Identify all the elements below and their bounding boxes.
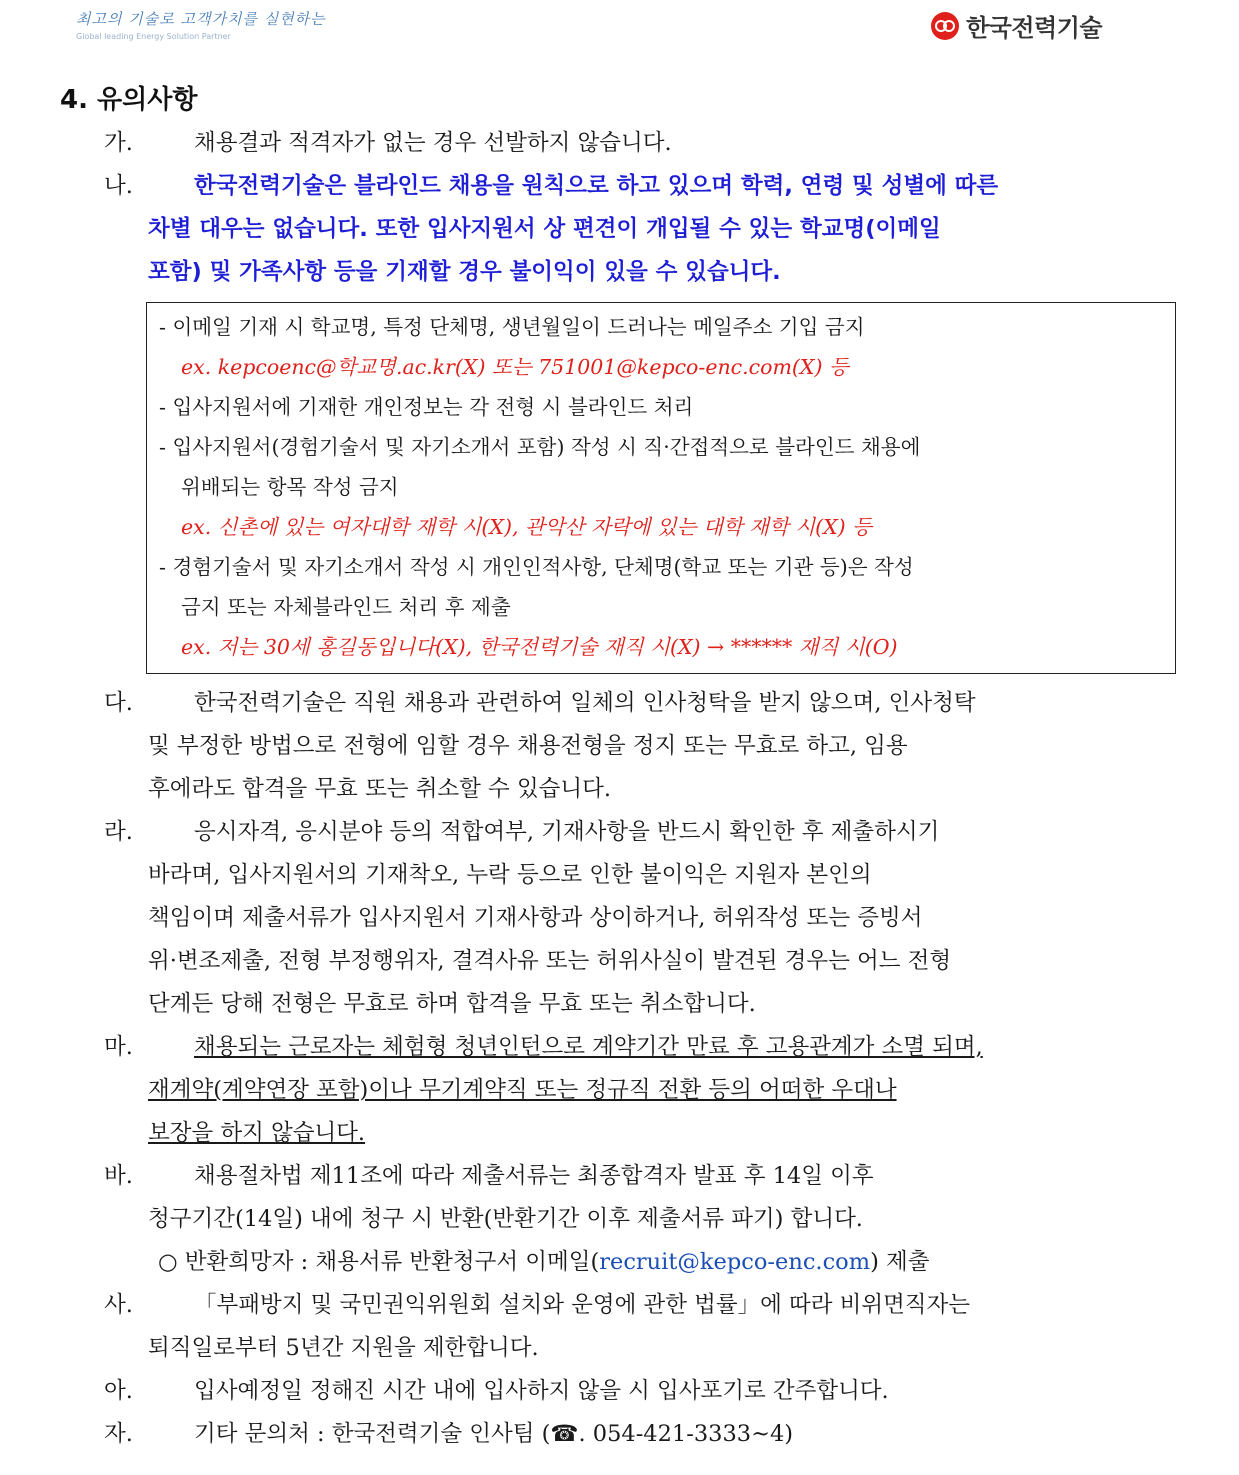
notice-item-ra [58, 811, 1188, 1026]
phone-icon: ☎ [550, 1421, 579, 1447]
item-text: 포함) 및 가족사항 등을 기재할 경우 불이익이 있을 수 있습니다. [148, 259, 781, 285]
item-text: 한국전력기술은 블라인드 채용을 원칙으로 하고 있으며 학력, 연령 및 성별에 따른 [194, 173, 999, 199]
item-text: 보장을 하지 않습니다. [148, 1120, 366, 1146]
item-text: 퇴직일로부터 5년간 지원을 제한합니다. [148, 1335, 539, 1361]
section-title: 4. 유의사항 [60, 85, 198, 115]
item-text: 응시자격, 응시분야 등의 적합여부, 기재사항을 반드시 확인한 후 제출하시기 [194, 819, 940, 845]
rule-example: ex. 신촌에 있는 여자대학 재학 시(X), 관악산 자락에 있는 대학 재학 시(X) 등 [181, 515, 872, 539]
page-header [0, 0, 1239, 60]
contact-text: 기타 문의처 : 한국전력기술 인사팀 ( [194, 1421, 551, 1447]
notice-content [58, 78, 1188, 1456]
rule-line: 위배되는 항목 작성 금지 [181, 475, 399, 499]
item-marker: 아. [104, 1378, 133, 1404]
item-marker: 가. [104, 130, 133, 156]
notice-item-ga [58, 122, 1188, 165]
item-text: 「부패방지 및 국민권익위원회 설치와 운영에 관한 법률」에 따라 비위면직자는 [194, 1292, 971, 1318]
notice-item-ma [58, 1026, 1188, 1155]
item-marker: 마. [104, 1034, 133, 1060]
slogan [76, 8, 326, 41]
item-text: 후에라도 합격을 무효 또는 취소할 수 있습니다. [148, 776, 612, 802]
kepco-logo-icon [930, 11, 960, 41]
item-text: 채용되는 근로자는 체험형 청년인턴으로 계약기간 만료 후 고용관계가 소멸 되며, [194, 1034, 983, 1060]
rule-line: - 입사지원서(경험기술서 및 자기소개서 포함) 작성 시 직·간접적으로 블라인드 채용에 [159, 435, 921, 459]
item-text: 책임이며 제출서류가 입사지원서 기재사항과 상이하거나, 허위작성 또는 증빙서 [148, 905, 923, 931]
item-text: 입사예정일 정해진 시간 내에 입사하지 않을 시 입사포기로 간주합니다. [194, 1378, 889, 1404]
notice-item-a [58, 1370, 1188, 1413]
rule-line: - 이메일 기재 시 학교명, 특정 단체명, 생년월일이 드러나는 메일주소 기입 금지 [159, 315, 865, 339]
notice-item-ba [58, 1155, 1188, 1284]
slogan-text: 최고의 기술로 고객가치를 실현하는 [76, 10, 326, 28]
brand-name: 한국전력기술 [966, 14, 1103, 42]
rule-example: ex. kepcoenc@학교명.ac.kr(X) 또는 751001@kepco-enc.com(X) 등 [181, 355, 849, 379]
rule-line: 금지 또는 자체블라인드 처리 후 제출 [181, 595, 511, 619]
slogan-subtext: Global leading Energy Solution Partner [76, 32, 231, 41]
notice-item-na [58, 165, 1188, 294]
contact-phone: . 054-421-3333~4) [578, 1421, 794, 1447]
item-marker: 사. [104, 1292, 133, 1318]
item-text: 위·변조제출, 전형 부정행위자, 결격사유 또는 허위사실이 발견된 경우는 어느 전형 [148, 948, 952, 974]
return-request-text: ○ 반환희망자 : 채용서류 반환청구서 이메일( [158, 1249, 600, 1275]
notice-item-sa [58, 1284, 1188, 1370]
item-marker: 다. [104, 690, 133, 716]
item-marker: 자. [104, 1421, 133, 1447]
item-text-wrapper [58, 1112, 1188, 1155]
item-text: 바라며, 입사지원서의 기재착오, 누락 등으로 인한 불이익은 지원자 본인의 [148, 862, 872, 888]
item-marker: 바. [104, 1163, 133, 1189]
item-text-wrapper [58, 1069, 1188, 1112]
item-text: 청구기간(14일) 내에 청구 시 반환(반환기간 이후 제출서류 파기) 합니다. [148, 1206, 863, 1232]
brand [930, 8, 1102, 43]
item-marker: 나. [104, 173, 133, 199]
item-text: 채용결과 적격자가 없는 경우 선발하지 않습니다. [194, 130, 672, 156]
rule-line: - 경험기술서 및 자기소개서 작성 시 개인인적사항, 단체명(학교 또는 기관 등)은 작성 [159, 555, 914, 579]
notice-item-da [58, 682, 1188, 811]
item-text: 한국전력기술은 직원 채용과 관련하여 일체의 인사청탁을 받지 않으며, 인사청탁 [194, 690, 976, 716]
item-text: 차별 대우는 없습니다. 또한 입사지원서 상 편견이 개입될 수 있는 학교명(이메일 [148, 216, 941, 242]
rule-line: - 입사지원서에 기재한 개인정보는 각 전형 시 블라인드 처리 [159, 395, 694, 419]
contact-line [148, 1413, 1188, 1456]
item-text: 및 부정한 방법으로 전형에 임할 경우 채용전형을 정지 또는 무효로 하고, 임용 [148, 733, 908, 759]
item-marker: 라. [104, 819, 133, 845]
item-text: 단계든 당해 전형은 무효로 하며 합격을 무효 또는 취소합니다. [148, 991, 756, 1017]
rule-example: ex. 저는 30세 홍길동입니다(X), 한국전력기술 재직 시(X) → ****** 재직 시(O) [181, 635, 898, 659]
return-request-line [58, 1241, 1188, 1284]
item-text: 재계약(계약연장 포함)이나 무기계약직 또는 정규직 전환 등의 어떠한 우대나 [148, 1077, 897, 1103]
recruit-email-link[interactable]: recruit@kepco-enc.com [599, 1249, 871, 1275]
return-request-suffix: ) 제출 [870, 1249, 930, 1275]
item-text: 채용절차법 제11조에 따라 제출서류는 최종합격자 발표 후 14일 이후 [194, 1163, 874, 1189]
blind-hiring-rules-box [146, 302, 1176, 674]
notice-item-ja [58, 1413, 1188, 1456]
